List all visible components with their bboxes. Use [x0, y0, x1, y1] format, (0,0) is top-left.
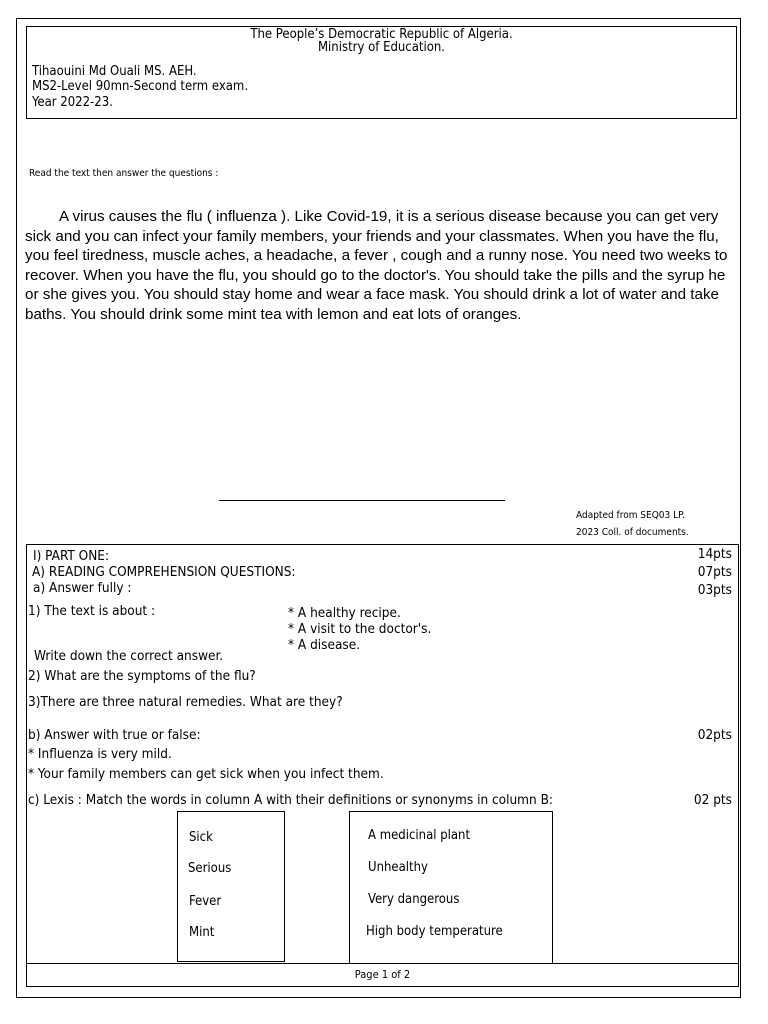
exam-header	[26, 26, 737, 119]
country-name: The People’s Democratic Republic of Algeria.	[250, 27, 513, 42]
column-a-word-1: Sick	[189, 830, 213, 845]
question-1-instruction: Write down the correct answer.	[34, 648, 224, 664]
section-a-title: A) READING COMPREHENSION QUESTIONS:	[32, 564, 296, 580]
column-a-word-3: Fever	[189, 894, 222, 909]
school-name: Tihaouini Md Ouali MS. AEH.	[32, 64, 197, 79]
reading-instruction: Read the text then answer the questions :	[29, 168, 219, 179]
part-one-title: I) PART ONE:	[33, 548, 110, 564]
source-line-2: 2023 Coll. of documents.	[576, 527, 689, 538]
page-footer	[26, 963, 739, 987]
column-a-box	[177, 811, 285, 962]
true-false-item-1: * Influenza is very mild.	[28, 746, 172, 762]
sub-b-title: b) Answer with true or false:	[28, 727, 201, 743]
q1-option-3: * A disease.	[288, 637, 361, 653]
separator-line	[219, 500, 505, 501]
column-b-definition-2: Unhealthy	[368, 860, 428, 875]
sub-c-points: 02 pts	[693, 792, 732, 808]
passage-text: A virus causes the flu ( influenza ). Like Covid-19, it is a serious disease because you can get very sick and you can infect your family members, your friends and your classmates. When you have the flu, you feel tiredness, muscle aches, a headache, a fever , cough and a runny nose. You need two weeks to recover. When you have the flu, you should go to the doctor's. You should take the pills and the syrup he or she gives you. You should stay home and wear a face mask. You should drink a lot of water and take baths. You should drink some mint tea with lemon and eat lots of oranges.	[25, 208, 728, 323]
exam-info: MS2-Level 90mn-Second term exam.	[32, 79, 249, 94]
column-b-definition-3: Very dangerous	[368, 892, 460, 907]
question-3: 3)There are three natural remedies. What are they?	[28, 694, 343, 710]
true-false-item-2: * Your family members can get sick when you infect them.	[28, 766, 384, 782]
source-line-1: Adapted from SEQ03 LP.	[576, 510, 685, 521]
column-b-definition-4: High body temperature	[366, 924, 503, 939]
sub-b-points: 02pts	[697, 727, 732, 743]
page-number: Page 1 of 2	[354, 968, 411, 981]
column-b-definition-1: A medicinal plant	[368, 828, 471, 843]
part-one-points: 14pts	[697, 546, 732, 562]
sub-a-points: 03pts	[697, 582, 732, 598]
column-b-box	[349, 811, 553, 964]
ministry-name: Ministry of Education.	[317, 40, 446, 55]
section-a-points: 07pts	[697, 564, 732, 580]
sub-c-title: c) Lexis : Match the words in column A with their definitions or synonyms in column B:	[28, 792, 553, 808]
q1-option-1: * A healthy recipe.	[288, 605, 401, 621]
column-a-word-2: Serious	[188, 861, 232, 876]
q1-option-2: * A visit to the doctor's.	[288, 621, 432, 637]
column-a-word-4: Mint	[189, 925, 215, 940]
question-2: 2) What are the symptoms of the flu?	[28, 668, 256, 684]
question-1: 1) The text is about :	[28, 603, 156, 619]
sub-a-title: a) Answer fully :	[33, 580, 132, 596]
reading-passage	[25, 207, 737, 325]
school-year: Year 2022-23.	[32, 95, 113, 110]
